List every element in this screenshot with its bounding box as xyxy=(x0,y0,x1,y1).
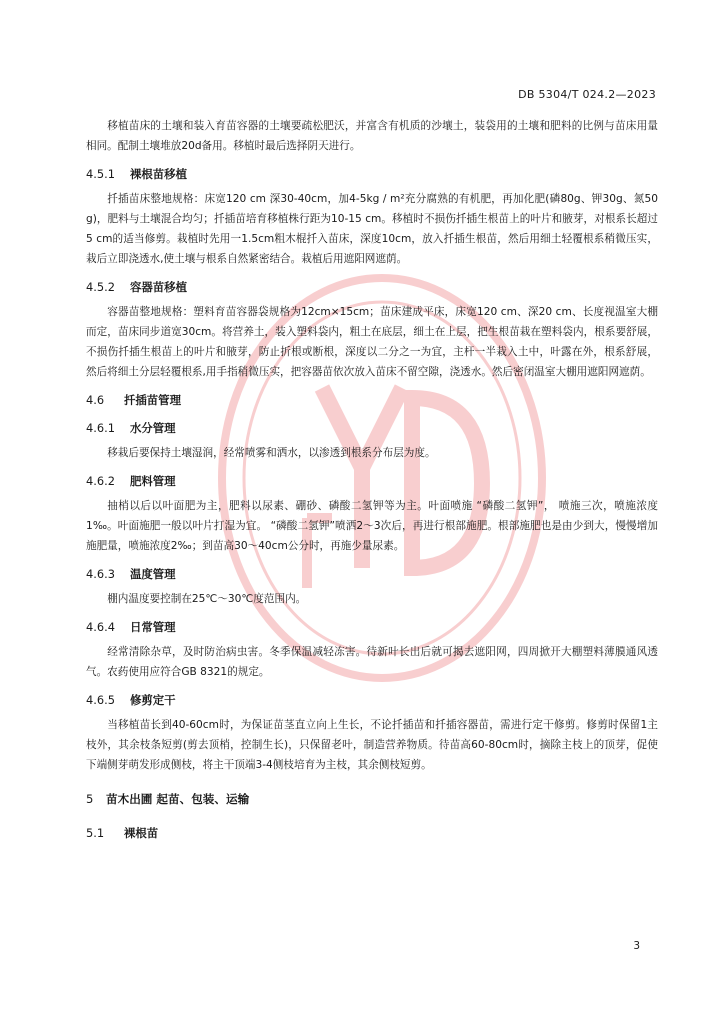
body-paragraph: 抽梢以后以叶面肥为主，肥料以尿素、硼砂、磷酸二氢钾等为主。叶面喷施 “磷酸二氢钾”， 喷施三次，喷施浓度1‰。叶面施肥一般以叶片打湿为宜。 “磷酸二氢钾”喷洒2～3次后，再进行根部施肥。根部施肥也是由少到大，慢慢增加施肥量，喷施浓度2‰；到苗高30～40cm公分时，再施少量尿素。 xyxy=(86,500,658,552)
subsection-heading xyxy=(86,823,658,843)
heading-number: 4.6.2 xyxy=(86,474,115,488)
heading-number: 4.6.5 xyxy=(86,693,115,707)
heading-number: 4.5.1 xyxy=(86,167,115,181)
body-paragraph: 移植苗床的土壤和装入育苗容器的土壤要疏松肥沃，并富含有机质的沙壤土，装袋用的土壤和肥料的比例与苗床用量相同。配制土壤堆放20d备用。移植时最后选择阴天进行。 xyxy=(86,120,658,152)
heading-number: 5.1 xyxy=(86,826,105,840)
heading-number: 4.6.3 xyxy=(86,567,115,581)
document-code: DB 5304/T 024.2—2023 xyxy=(518,88,656,101)
heading-title: 修剪定干 xyxy=(130,693,176,707)
section-heading xyxy=(86,390,658,410)
chapter-heading xyxy=(86,789,658,809)
heading-title: 苗木出圃 起苗、包装、运输 xyxy=(106,792,250,806)
heading-number: 4.6.1 xyxy=(86,421,115,435)
subsection-heading xyxy=(86,617,658,637)
subsection-heading xyxy=(86,418,658,438)
document-body xyxy=(86,116,658,843)
body-paragraph: 棚内温度要控制在25℃～30℃度范围内。 xyxy=(107,593,307,605)
body-paragraph: 容器苗整地规格：塑料育苗容器袋规格为12cm×15cm；苗床建成平床，床宽120 cm、深20 cm、长度视温室大棚而定，苗床同步道宽30cm。将营养土，装入塑料袋内，粗土在底层，细土在上层，把生根苗栽在塑料袋内，根系要舒展，不损伤扦插生根苗上的叶片和腋芽，防止折根或断根，深度以二分之一为宜，主杆一半栽入土中，叶露在外，根系舒展，然后将细土分层轻覆根系,用手指稍微压实，把容器苗依次放入苗床不留空隙，浇透水。然后密闭温室大棚用遮阳网遮荫。 xyxy=(86,306,658,378)
subsection-heading xyxy=(86,471,658,491)
heading-number: 4.6 xyxy=(86,393,105,407)
heading-number: 5 xyxy=(86,792,94,806)
heading-number: 4.5.2 xyxy=(86,280,115,294)
heading-title: 温度管理 xyxy=(130,567,176,581)
heading-number: 4.6.4 xyxy=(86,620,115,634)
subsection-heading xyxy=(86,690,658,710)
heading-title: 裸根苗移植 xyxy=(130,167,187,181)
body-paragraph: 当移植苗长到40-60cm时，为保证苗茎直立向上生长，不论扦插苗和扦插容器苗，需进行定干修剪。修剪时保留1主枝外，其余枝条短剪(剪去顶梢，控制生长)，只保留老叶，制造营养物质。待苗高60-80cm时，摘除主枝上的顶芽，促使下端侧芽萌发形成侧枝，将主干顶端3-4侧枝培育为主枝，其余侧枝短剪。 xyxy=(86,719,658,771)
subsection-heading xyxy=(86,277,658,297)
body-paragraph: 扦插苗床整地规格：床宽120 cm 深30-40cm，加4-5kg / m²充分腐熟的有机肥，再加化肥(磷80g、钾30g、氮50g)，肥料与土壤混合均匀；扦插苗培育移植株行距为10-15 cm。移植时不损伤扦插生根苗上的叶片和腋芽，对根系长超过5 cm的适当修剪。栽植时先用一1.5cm粗木棍扦入苗床，深度10cm，放入扦插生根苗，然后用细土轻覆根系稍微压实，栽后立即浇透水,使土壤与根系自然紧密结合。栽植后用遮阳网遮荫。 xyxy=(86,193,658,265)
body-paragraph: 移栽后要保持土壤湿润，经常喷雾和洒水，以渗透到根系分布层为度。 xyxy=(107,447,436,459)
body-paragraph: 经常清除杂草，及时防治病虫害。冬季保温减轻冻害。待新叶长出后就可揭去遮阳网，四周掀开大棚塑料薄膜通风透气。农药使用应符合GB 8321的规定。 xyxy=(86,646,658,678)
heading-title: 水分管理 xyxy=(130,421,176,435)
heading-title: 扦插苗管理 xyxy=(124,393,181,407)
page-number: 3 xyxy=(633,940,640,952)
heading-title: 裸根苗 xyxy=(124,826,159,840)
heading-title: 日常管理 xyxy=(130,620,176,634)
subsection-heading xyxy=(86,164,658,184)
heading-title: 肥料管理 xyxy=(130,474,176,488)
heading-title: 容器苗移植 xyxy=(130,280,187,294)
subsection-heading xyxy=(86,564,658,584)
